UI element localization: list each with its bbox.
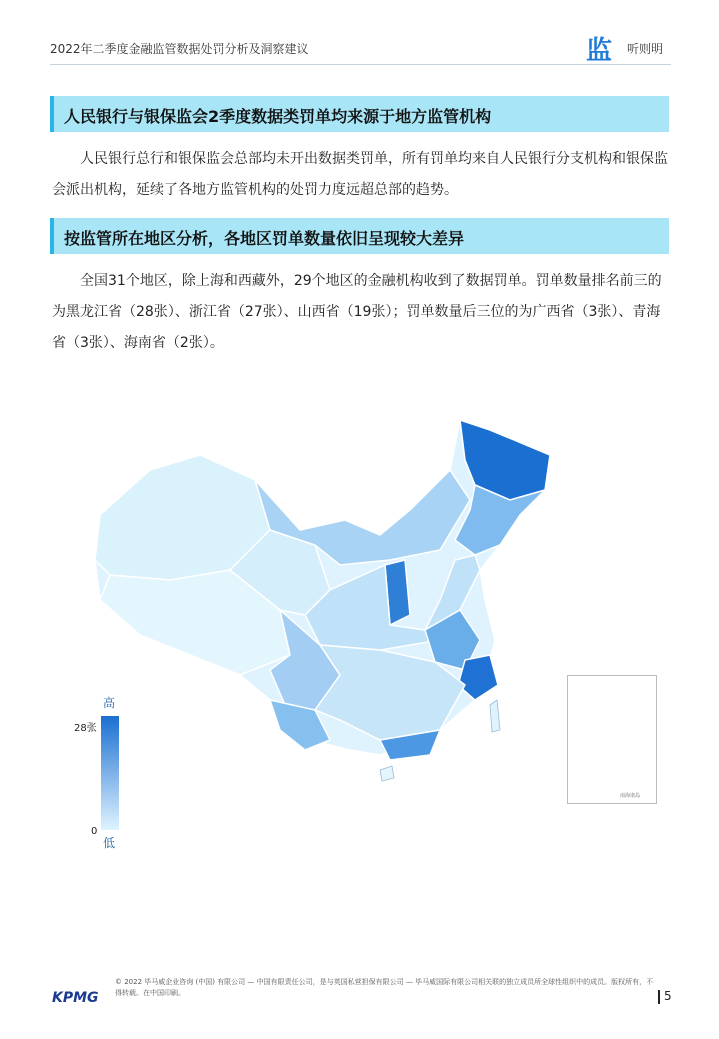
region-taiwan	[490, 700, 500, 732]
kpmg-logo: KPMG	[52, 990, 99, 1006]
section-heading-1	[50, 96, 669, 132]
legend-high-label: 高	[103, 696, 116, 710]
legend-low-label: 低	[103, 836, 116, 850]
header-title: 2022年二季度金融监管数据处罚分析及洞察建议	[50, 42, 309, 56]
region-hainan	[380, 766, 394, 781]
inset-label: 南海诸岛	[620, 793, 641, 799]
header-divider	[50, 64, 671, 65]
legend-gradient-bar	[101, 716, 119, 830]
footer-copyright: © 2022 毕马威企业咨询 (中国) 有限公司 — 中国有限责任公司，是与英国私营担保有限公司 — 毕马威国际有限公司相关联的独立成员所全球性组织中的成员。版权所有，不得转载。在中国印刷。	[115, 978, 654, 997]
legend-min-value: 0	[91, 826, 98, 837]
section-heading-2-text: 按监管所在地区分析，各地区罚单数量依旧呈现较大差异	[64, 229, 465, 248]
south-china-sea-inset	[567, 675, 657, 804]
legend-max-value: 28张	[74, 723, 97, 734]
china-choropleth-map	[80, 400, 580, 810]
section-body-2: 全国31个地区，除上海和西藏外，29个地区的金融机构收到了数据罚单。罚单数量排名前三的为黑龙江省（28张）、浙江省（27张）、山西省（19张）；罚单数量后三位的为广西省（3张）、青海省（3张）、海南省（2张）。	[52, 273, 662, 351]
section-body-1: 人民银行总行和银保监会总部均未开出数据类罚单，所有罚单均来自人民银行分支机构和银保监会派出机构，延续了各地方监管机构的处罚力度远超总部的趋势。	[52, 151, 668, 198]
page-number-divider	[658, 990, 660, 1004]
section-heading-1-text: 人民银行与银保监会2季度数据类罚单均来源于地方监管机构	[64, 107, 492, 126]
brand-logo-text: 听则明	[627, 42, 664, 56]
section-heading-2	[50, 218, 669, 254]
brand-logo-icon: 监	[586, 36, 613, 66]
page-number: 5	[664, 989, 672, 1003]
